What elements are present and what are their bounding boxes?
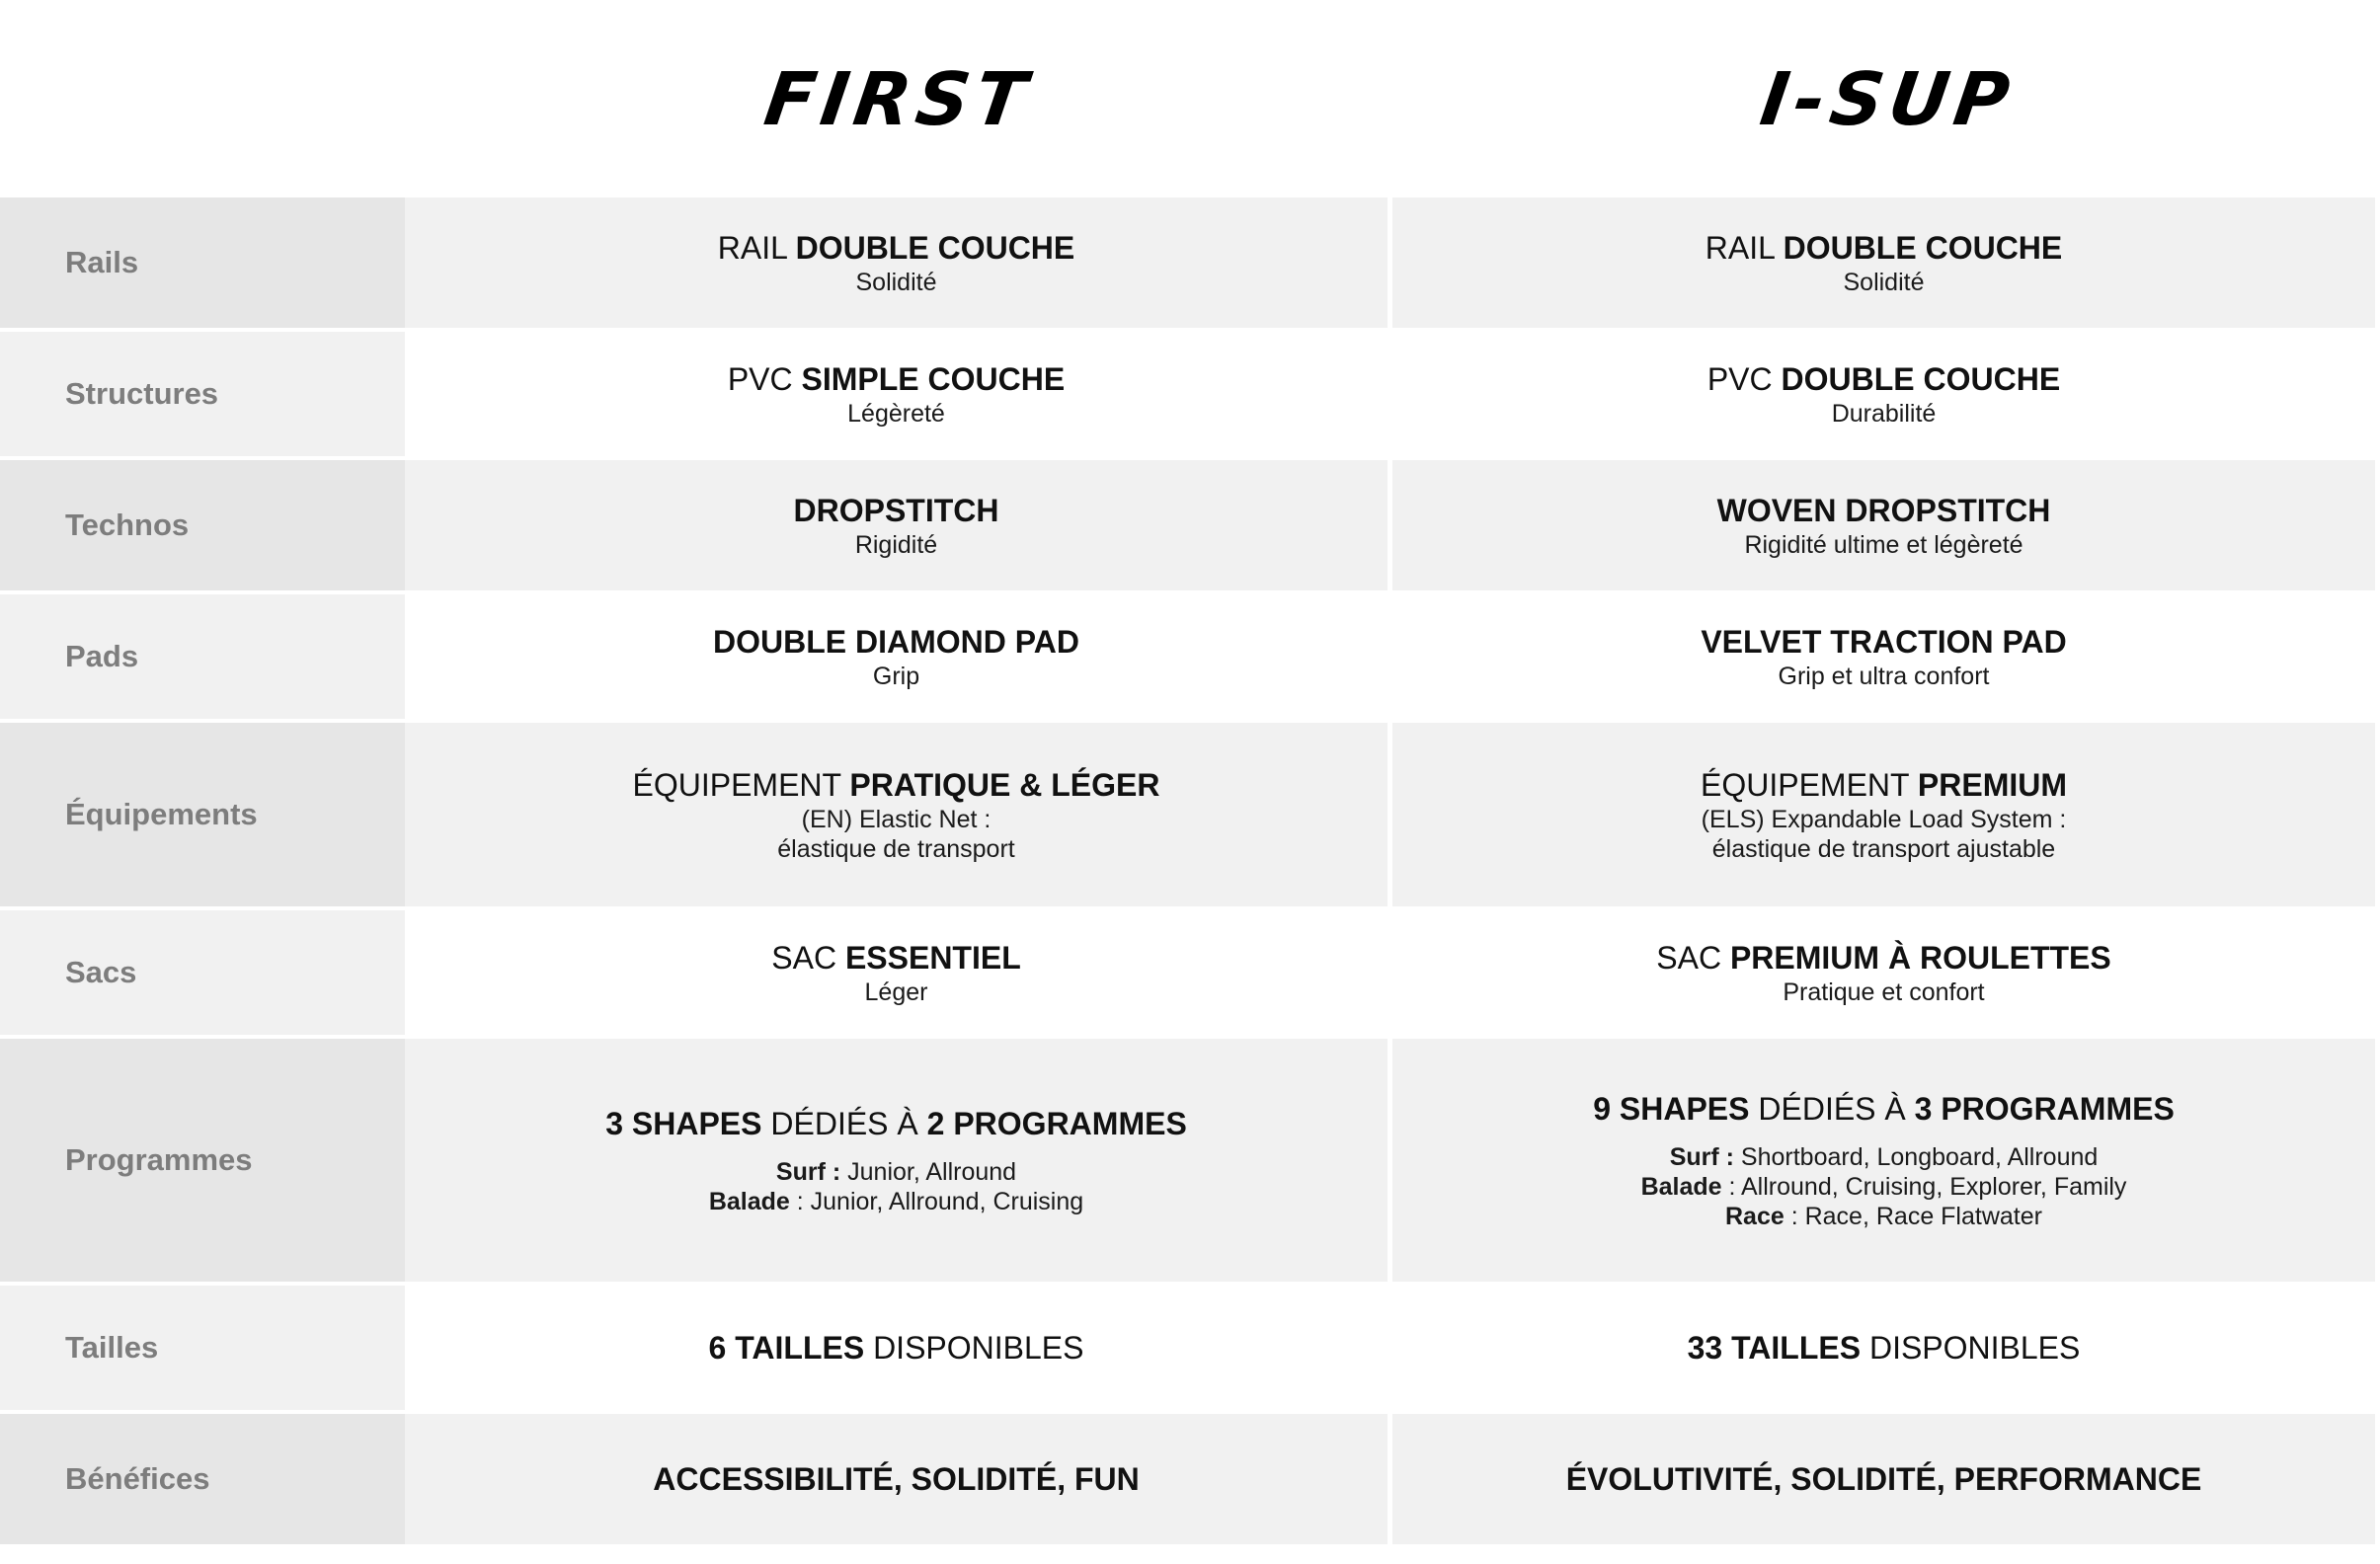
row-label: Équipements [0, 723, 405, 906]
cell-title: SAC ESSENTIEL [771, 940, 1021, 976]
cell-first [405, 910, 1388, 1035]
row-tailles [0, 1286, 2380, 1410]
program-line: Race : Race, Race Flatwater [1725, 1203, 2042, 1230]
program-line: Balade : Junior, Allround, Cruising [708, 1188, 1084, 1215]
row-label: Pads [0, 594, 405, 719]
cell-isup [1392, 197, 2375, 328]
cell-subtitle: Rigidité ultime et légèreté [1744, 531, 2023, 559]
row-equipements [0, 723, 2380, 906]
cell-title: ÉQUIPEMENT PRATIQUE & LÉGER [632, 767, 1160, 803]
row-label: Programmes [0, 1039, 405, 1282]
cell-title: RAIL DOUBLE COUCHE [1705, 230, 2063, 266]
cell-title: ACCESSIBILITÉ, SOLIDITÉ, FUN [653, 1461, 1140, 1497]
cell-title: ÉQUIPEMENT PREMIUM [1701, 767, 2067, 803]
cell-subtitle: élastique de transport [777, 835, 1015, 863]
cell-first [405, 197, 1388, 328]
cell-title: PVC DOUBLE COUCHE [1706, 361, 2061, 397]
row-pads [0, 594, 2380, 719]
cell-subtitle: Grip [872, 663, 920, 690]
cell-subtitle: Solidité [855, 269, 937, 296]
row-rails [0, 197, 2380, 328]
cell-subtitle: (ELS) Expandable Load System : [1701, 806, 2067, 833]
row-benefices [0, 1414, 2380, 1544]
cell-isup [1392, 1414, 2375, 1544]
program-line: Surf : Junior, Allround [775, 1158, 1017, 1186]
cell-first [405, 460, 1388, 590]
cell-title: ÉVOLUTIVITÉ, SOLIDITÉ, PERFORMANCE [1565, 1461, 2202, 1497]
row-label: Tailles [0, 1286, 405, 1410]
cell-subtitle: Grip et ultra confort [1778, 663, 1990, 690]
row-label: Structures [0, 332, 405, 456]
cell-isup [1392, 723, 2375, 906]
row-structures [0, 332, 2380, 456]
table-header [0, 0, 2380, 197]
cell-isup [1392, 1286, 2375, 1410]
cell-first [405, 1039, 1388, 1282]
brand-first-logo: FIRST [759, 57, 1038, 142]
cell-subtitle: Rigidité [854, 531, 938, 559]
cell-title: 3 SHAPES DÉDIÉS À 2 PROGRAMMES [605, 1106, 1187, 1141]
cell-subtitle: Pratique et confort [1783, 978, 1985, 1006]
cell-title: 6 TAILLES DISPONIBLES [708, 1330, 1084, 1366]
cell-first [405, 1286, 1388, 1410]
cell-title: PVC SIMPLE COUCHE [727, 361, 1066, 397]
cell-first [405, 332, 1388, 456]
cell-title: 9 SHAPES DÉDIÉS À 3 PROGRAMMES [1593, 1091, 2175, 1127]
cell-title: 33 TAILLES DISPONIBLES [1687, 1330, 2081, 1366]
cell-subtitle: Durabilité [1831, 400, 1937, 428]
brand-isup-logo: I-SUP [1755, 57, 2021, 142]
cell-title: DROPSTITCH [793, 493, 999, 528]
cell-title: VELVET TRACTION PAD [1701, 624, 2067, 660]
program-line: Surf : Shortboard, Longboard, Allround [1669, 1143, 2099, 1171]
row-label: Bénéfices [0, 1414, 405, 1544]
cell-subtitle: élastique de transport ajustable [1711, 835, 2056, 863]
cell-subtitle: Léger [864, 978, 928, 1006]
row-label: Sacs [0, 910, 405, 1035]
program-line: Balade : Allround, Cruising, Explorer, Family [1640, 1173, 2127, 1201]
cell-subtitle: Légèreté [847, 400, 945, 428]
row-technos [0, 460, 2380, 590]
cell-first [405, 723, 1388, 906]
comparison-table [0, 197, 2380, 1544]
row-label: Rails [0, 197, 405, 328]
cell-title: SAC PREMIUM À ROULETTES [1656, 940, 2111, 976]
cell-title: WOVEN DROPSTITCH [1716, 493, 2051, 528]
cell-title: DOUBLE DIAMOND PAD [713, 624, 1079, 660]
cell-isup [1392, 460, 2375, 590]
cell-title: RAIL DOUBLE COUCHE [717, 230, 1075, 266]
cell-isup [1392, 594, 2375, 719]
cell-isup [1392, 1039, 2375, 1282]
cell-isup [1392, 910, 2375, 1035]
cell-first [405, 594, 1388, 719]
row-label: Technos [0, 460, 405, 590]
cell-first [405, 1414, 1388, 1544]
cell-subtitle: Solidité [1843, 269, 1925, 296]
cell-isup [1392, 332, 2375, 456]
row-programmes [0, 1039, 2380, 1282]
row-sacs [0, 910, 2380, 1035]
cell-subtitle: (EN) Elastic Net : [801, 806, 992, 833]
